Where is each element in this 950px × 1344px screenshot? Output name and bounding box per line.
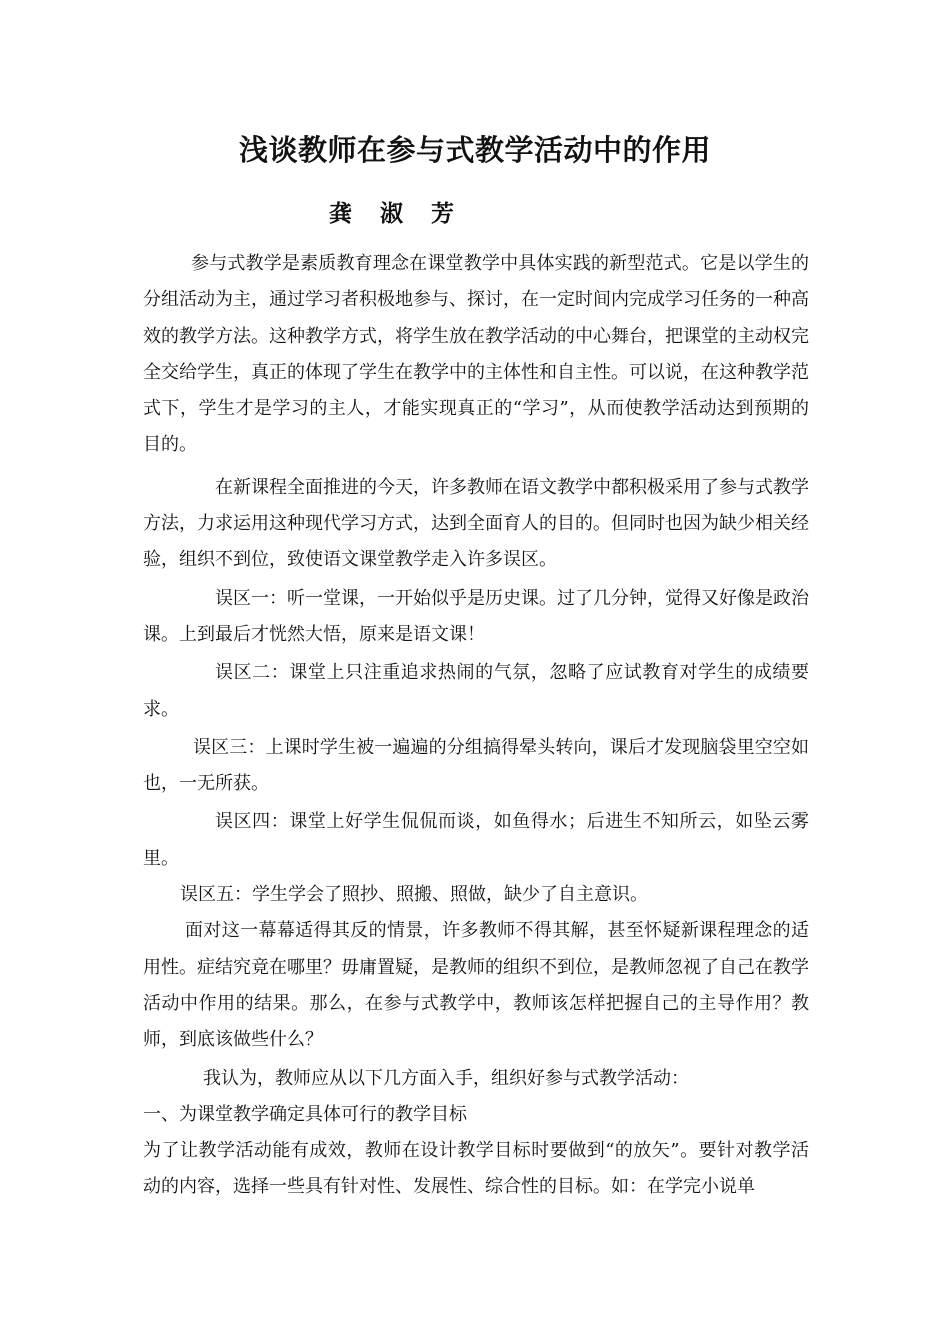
paragraph-mistake-3: 误区三：上课时学生被一遍遍的分组搞得晕头转向，课后才发现脑袋里空空如也，一无所获。 [143,736,809,795]
paragraph-mistake-5: 误区五：学生学会了照抄、照搬、照做，缺少了自主意识。 [180,884,648,906]
paragraph-mistake-2: 误区二：课堂上只注重追求热闹的气氛，忽略了应试教育对学生的成绩要求。 [143,662,809,720]
section-heading-1: 一、为课堂教学确定具体可行的教学目标 [143,1103,467,1125]
document-body [143,246,809,1206]
document-title: 浅谈教师在参与式教学活动中的作用 [238,133,711,167]
author-name: 龚 淑 芳 [329,201,465,227]
paragraph-approach: 我认为，教师应从以下几方面入手，组织好参与式教学活动： [203,1067,689,1089]
paragraph-mistake-4: 误区四：课堂上好学生侃侃而谈，如鱼得水；后进生不知所云，如坠云雾里。 [143,811,809,869]
paragraph-analysis: 面对这一幕幕适得其反的情景，许多教师不得其解，甚至怀疑新课程理念的适用性。症结究竟在哪里？毋庸置疑，是教师的组织不到位，是教师忽视了自己在教学活动中作用的结果。那么，在参与式教学中，教师该怎样把握自己的主导作用？教师，到底该做些什么？ [143,920,809,1051]
paragraph-section-1: 为了让教学活动能有成效，教师在设计教学目标时要做到“的放矢”。要针对教学活动的内容，选择一些具有针对性、发展性、综合性的目标。如：在学完小说单 [143,1140,809,1198]
paragraph-intro: 参与式教学是素质教育理念在课堂教学中具体实践的新型范式。它是以学生的分组活动为主，通过学习者积极地参与、探讨，在一定时间内完成学习任务的一种高效的教学方法。这种教学方式，将学生放在教学活动的中心舞台，把课堂的主动权完全交给学生，真正的体现了学生在教学中的主体性和自主性。可以说，在这种教学范式下，学生才是学习的主人，才能实现真正的“学习”，从而使教学活动达到预期的目的。 [143,253,809,456]
paragraph-mistake-1: 误区一：听一堂课，一开始似乎是历史课。过了几分钟，觉得又好像是政治课。上到最后才恍然大悟，原来是语文课！ [143,587,809,645]
paragraph-context: 在新课程全面推进的今天，许多教师在语文教学中都积极采用了参与式教学方法，力求运用这种现代学习方式，达到全面育人的目的。但同时也因为缺少相关经验，组织不到位，致使语文课堂教学走入许多误区。 [143,476,809,571]
